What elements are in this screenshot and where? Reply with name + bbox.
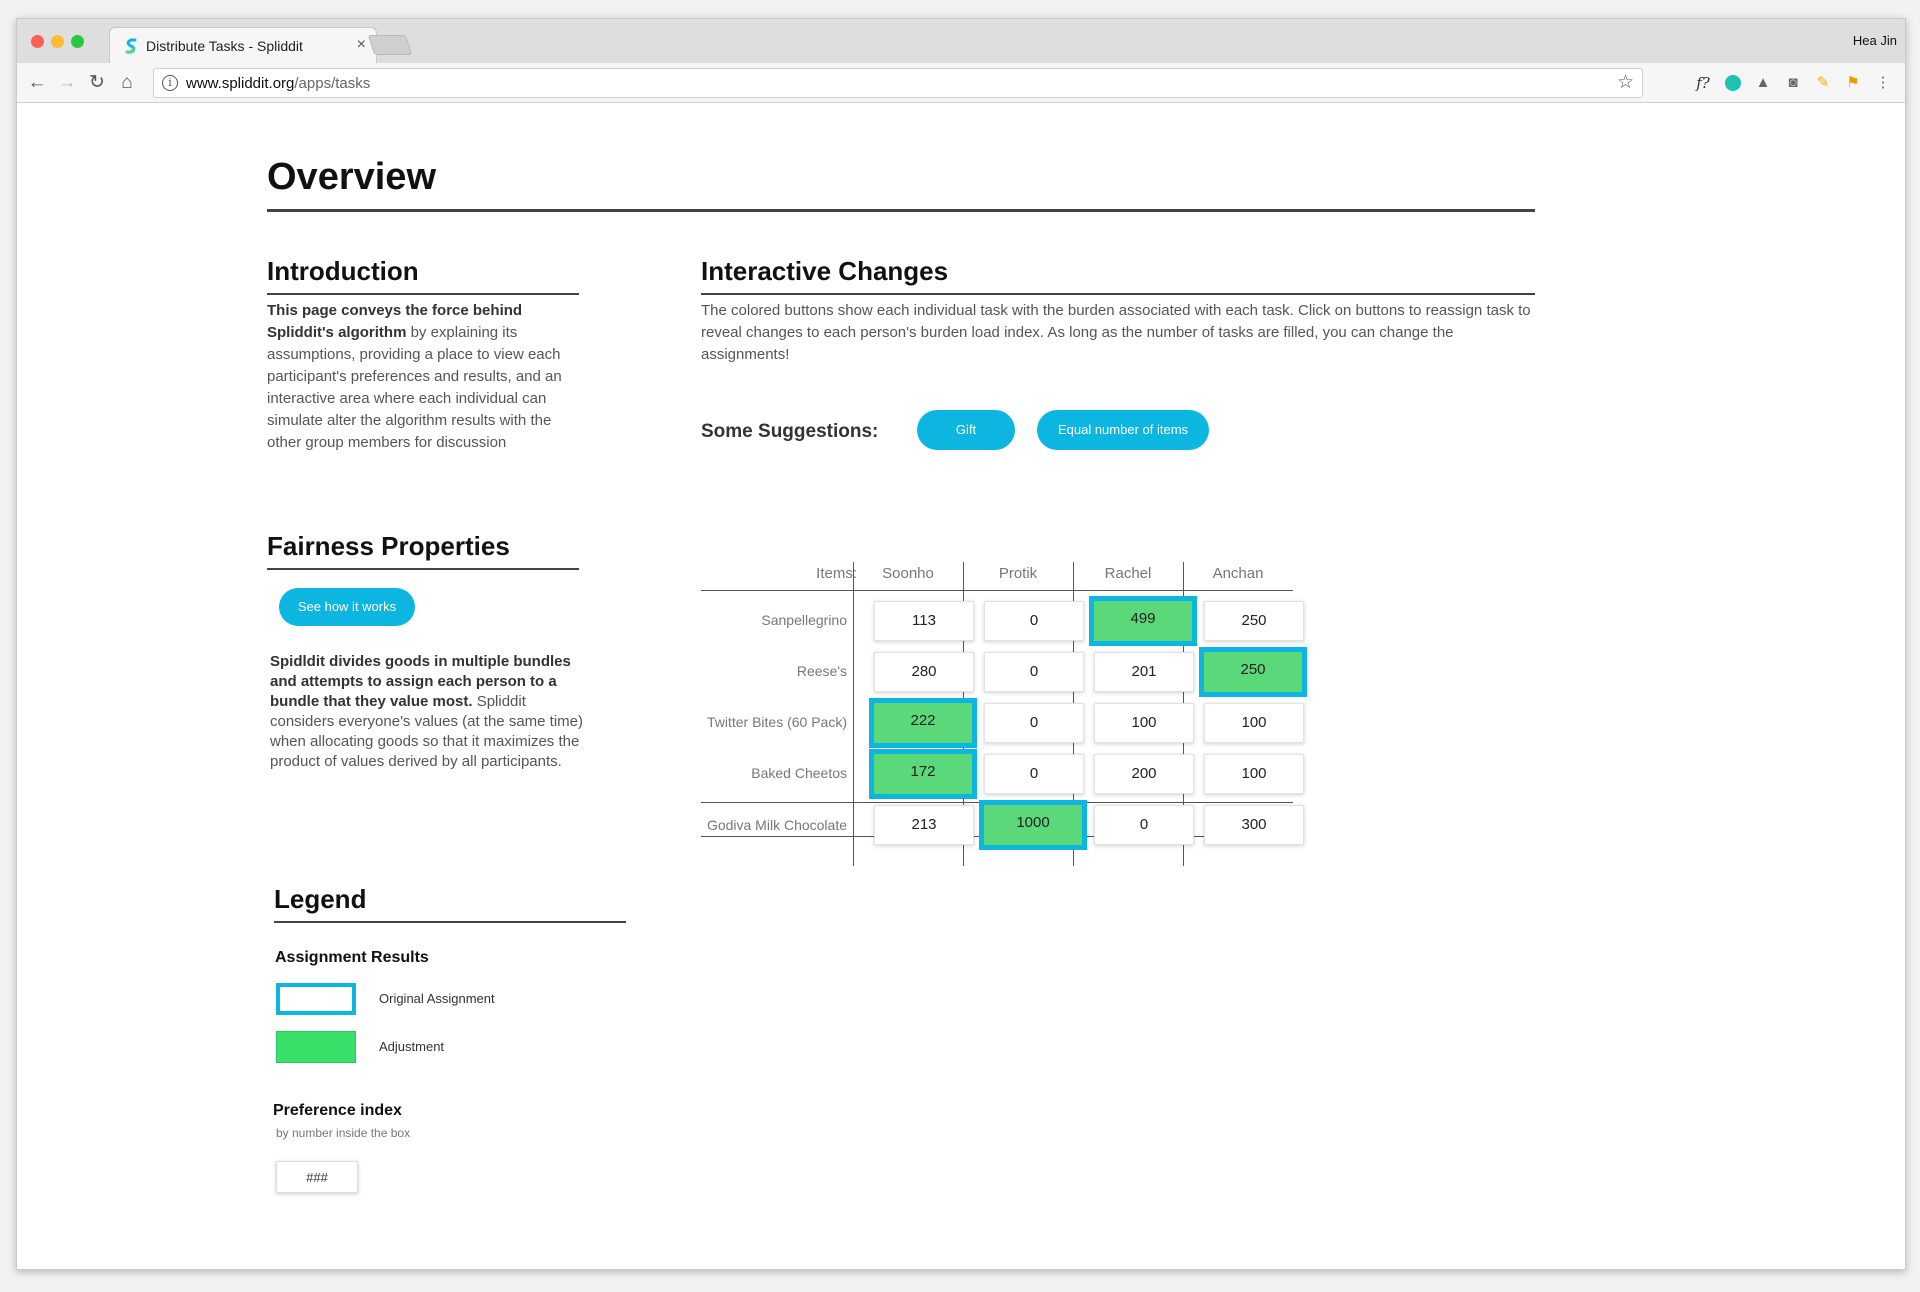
original-assignment-label: Original Assignment [379,991,495,1006]
introduction-text: This page conveys the force behind Spliddit's algorithm by explaining its assumptions, providing a place to view each participant's preferences and results, and an interactive area where each individual can simulate alter the algorithm results with the other group members for discussion [267,302,562,451]
task-cell[interactable]: 213 [874,805,974,845]
task-cell[interactable]: 0 [984,703,1084,743]
tab-title: Distribute Tasks - Spliddit [146,38,303,54]
pen-extension-icon[interactable]: ✎ [1816,74,1830,91]
preference-index-title: Preference index [273,1102,402,1119]
adjustment-label: Adjustment [379,1039,445,1054]
formula-extension-icon[interactable]: f? [1696,74,1710,92]
close-window-button[interactable] [31,35,44,48]
task-cell[interactable]: 200 [1094,754,1194,794]
task-cell-value: 222 [874,703,972,743]
task-cell[interactable]: 201 [1094,652,1194,692]
forward-icon[interactable]: → [57,72,77,93]
items-header: Items: [816,565,857,582]
task-cell[interactable]: 0 [1094,805,1194,845]
adjustment-swatch [276,1031,356,1063]
see-how-it-works-button[interactable]: See how it works [279,588,415,626]
row-label-reeses: Reese's [796,663,847,679]
header-divider [701,590,1293,591]
introduction-heading: Introduction [267,256,419,286]
reload-icon[interactable]: ↻ [89,72,105,93]
browser-window [16,18,1906,1270]
tab-bar [17,19,1905,63]
page-content [17,104,1905,1270]
legend-divider [274,921,626,923]
original-assignment-swatch [276,983,356,1015]
task-cell-assigned[interactable] [979,800,1087,850]
task-cell[interactable]: 250 [1204,601,1304,641]
row-label-twitter-bites: Twitter Bites (60 Pack) [706,714,847,730]
person-header-anchan: Anchan [1212,565,1264,582]
fairness-divider [267,568,579,570]
minimize-window-button[interactable] [51,35,64,48]
legend-heading: Legend [274,884,367,914]
row-label-godiva: Godiva Milk Chocolate [706,817,847,833]
task-cell-value: 499 [1094,601,1192,641]
equal-items-suggestion-button[interactable]: Equal number of items [1037,410,1209,450]
introduction-divider [267,293,579,295]
interactive-changes-heading: Interactive Changes [701,256,949,286]
task-cell[interactable]: 280 [874,652,974,692]
camera-extension-icon[interactable]: ◙ [1788,74,1798,91]
back-icon[interactable]: ← [27,72,47,93]
browser-tab[interactable] [109,27,377,63]
drive-extension-icon[interactable]: ▲ [1755,74,1771,91]
task-cell[interactable]: 100 [1204,754,1304,794]
column-divider [853,562,854,866]
fairness-text: Spidldit divides goods in multiple bundles and attempts to assign each person to a bundle that they value most. Spliddit considers everyone's values (at the same time) when allocating goods so that it maximizes the product of values derived by all participants. [270,653,584,770]
profile-name[interactable]: Hea Jin [1852,33,1897,48]
preference-index-subtitle: by number inside the box [276,1126,411,1140]
browser-toolbar [17,63,1905,103]
interactive-changes-divider [701,293,1535,295]
task-cell[interactable]: 100 [1204,703,1304,743]
home-icon[interactable]: ⌂ [121,72,133,93]
task-cell-value: 250 [1204,652,1302,692]
assignment-results-title: Assignment Results [275,949,429,966]
task-cell[interactable]: 300 [1204,805,1304,845]
info-icon[interactable]: i [162,75,178,91]
star-icon[interactable]: ☆ [1616,72,1634,93]
gift-suggestion-button[interactable]: Gift [917,410,1015,450]
fairness-heading: Fairness Properties [267,531,510,561]
address-bar[interactable] [153,68,1643,98]
task-cell[interactable]: 113 [874,601,974,641]
task-cell[interactable]: 0 [984,601,1084,641]
row-label-sanpellegrino: Sanpellegrino [761,612,847,628]
task-cell[interactable]: 0 [984,754,1084,794]
interactive-changes-description: The colored buttons show each individual task with the burden associated with each task. Click on buttons to reassign task to reveal changes to each person's burden load index. As long as the number of tasks are filled, you can change the assignments! [701,302,1531,363]
row-label-baked-cheetos: Baked Cheetos [751,765,847,781]
person-header-rachel: Rachel [1104,565,1152,582]
task-cell-assigned[interactable] [869,698,977,748]
page-title: Overview [267,156,436,198]
teal-extension-icon[interactable] [1723,73,1743,93]
task-cell-value: 172 [874,754,972,794]
new-tab-button[interactable] [368,35,412,55]
flag-extension-icon[interactable]: ⚑ [1846,74,1860,91]
task-cell-assigned[interactable] [1089,596,1197,646]
overview-divider [267,209,1535,212]
person-header-soonho: Soonho [882,565,934,582]
menu-icon[interactable]: ⋮ [1875,74,1891,91]
zoom-window-button[interactable] [71,35,84,48]
task-cell[interactable]: 0 [984,652,1084,692]
preference-index-sample: ### [276,1161,358,1193]
close-icon[interactable]: × [356,36,366,53]
task-cell-assigned[interactable] [1199,647,1307,697]
person-header-protik: Protik [998,565,1038,582]
task-cell-assigned[interactable] [869,749,977,799]
spliddit-favicon [124,38,138,54]
task-cell[interactable]: 100 [1094,703,1194,743]
url-text: www.spliddit.org/apps/tasks [186,75,371,92]
suggestions-label: Some Suggestions: [701,421,879,442]
task-cell-value: 1000 [984,805,1082,845]
